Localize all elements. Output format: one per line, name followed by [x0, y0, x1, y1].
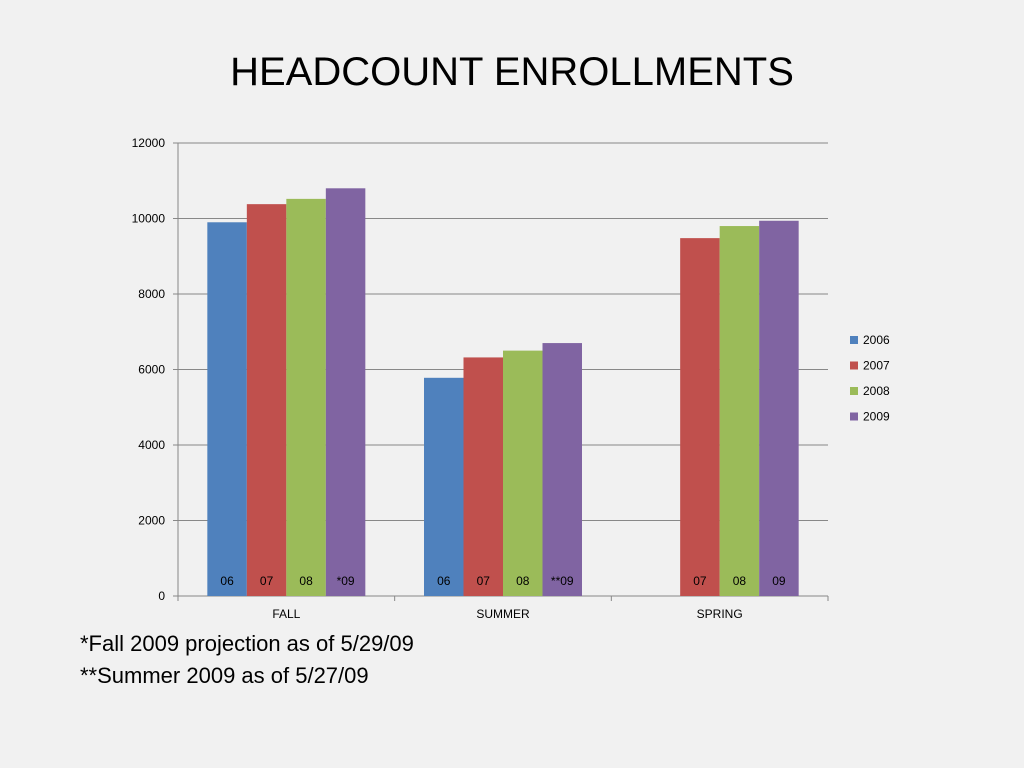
bar-data-label: *09 — [336, 574, 355, 588]
bar-data-label: 07 — [476, 574, 490, 588]
bar-data-label: 08 — [299, 574, 313, 588]
y-tick-label: 2000 — [138, 513, 165, 528]
legend-swatch-2009 — [850, 413, 858, 421]
bar-fall-2007 — [247, 204, 286, 596]
bar-summer-2007 — [464, 357, 504, 596]
bar-fall-2006 — [207, 222, 247, 596]
y-tick-label: 10000 — [131, 211, 165, 226]
y-tick-label: 4000 — [138, 438, 165, 452]
bar-summer-2009 — [543, 343, 583, 596]
bars — [207, 188, 798, 596]
legend-swatch-2007 — [850, 362, 858, 370]
y-tick-label: 8000 — [138, 287, 165, 301]
bar-data-label: 06 — [220, 574, 234, 588]
bar-summer-2006 — [424, 378, 464, 596]
bar-spring-2007 — [680, 238, 720, 596]
bar-data-label: 08 — [516, 574, 530, 588]
bar-fall-2008 — [286, 199, 326, 596]
legend-label-2009: 2009 — [863, 409, 890, 424]
legend-label-2006: 2006 — [863, 333, 890, 347]
legend-label-2008: 2008 — [863, 384, 890, 398]
y-tick-label: 0 — [158, 589, 165, 603]
bar-data-label: 07 — [259, 574, 274, 588]
bar-data-label: **09 — [550, 574, 574, 588]
x-tick-label-fall: FALL — [272, 607, 301, 621]
bar-spring-2009 — [759, 221, 799, 596]
bar-summer-2008 — [503, 351, 543, 596]
x-tick-label-summer: SUMMER — [476, 607, 530, 621]
footnote-summer: **Summer 2009 as of 5/27/09 — [80, 663, 369, 688]
legend-swatch-2008 — [850, 387, 858, 395]
bar-data-label: 09 — [772, 574, 786, 588]
footnotes — [80, 628, 414, 692]
bar-data-label: 07 — [693, 574, 707, 588]
bar-data-label: 08 — [732, 574, 747, 588]
footnote-fall: *Fall 2009 projection as of 5/29/09 — [80, 631, 414, 656]
legend — [850, 333, 890, 424]
y-tick-label: 6000 — [138, 362, 165, 377]
legend-label-2007: 2007 — [863, 358, 890, 373]
chart-title: HEADCOUNT ENROLLMENTS — [230, 50, 794, 94]
bar-data-label: 06 — [437, 574, 451, 588]
bar-fall-2009 — [326, 188, 366, 596]
y-tick-label: 12000 — [131, 136, 165, 150]
x-tick-label-spring: SPRING — [696, 607, 743, 621]
bar-spring-2008 — [720, 226, 760, 596]
legend-swatch-2006 — [850, 336, 858, 344]
